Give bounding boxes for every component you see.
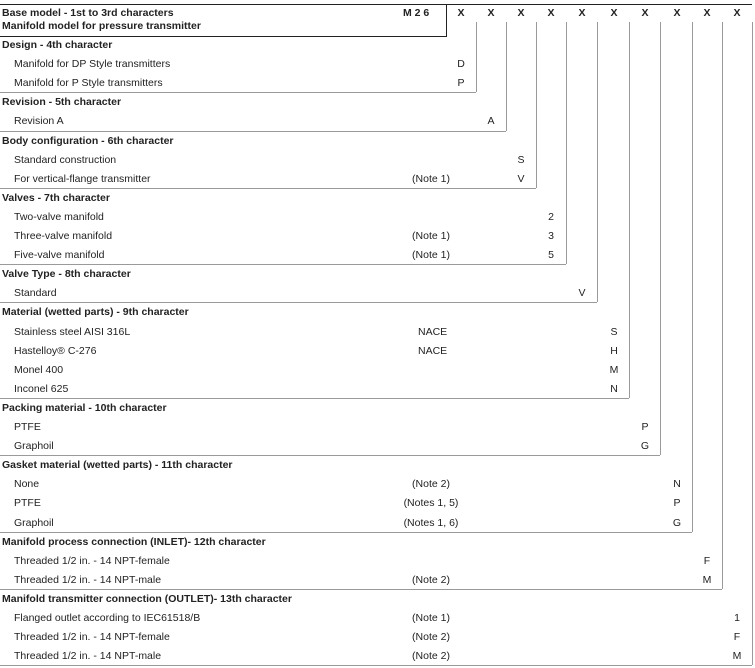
option-note: (Note 1) [412,612,450,624]
option-label: Graphoil [14,440,54,453]
option-code: G [640,440,650,453]
header-column-code: X [547,7,555,19]
nace-note: NACE [418,344,448,357]
option-code: D [457,58,465,71]
header-title-line2: Manifold model for pressure transmitter [2,20,201,32]
option-code: M [609,363,619,376]
section-column-rule [629,22,630,398]
section-column-rule [476,22,477,92]
option-label: Hastelloy® C-276 [14,344,97,357]
section-bottom-rule [0,589,722,590]
section-bottom-rule [0,398,629,399]
section-bottom-rule [0,92,476,93]
section-column-rule [660,22,661,455]
section-bottom-rule [0,302,597,303]
option-code: N [673,478,681,491]
option-code: S [517,153,525,166]
option-label: Threaded 1/2 in. - 14 NPT-male [14,573,162,586]
header-column-code: X [457,7,465,19]
option-label: Stainless steel AISI 316L [14,325,131,338]
section-title: Packing material - 10th character [2,401,167,414]
option-code: 3 [548,230,554,242]
header-title-line1: Base model - 1st to 3rd characters [2,7,174,19]
section-bottom-rule [0,455,660,456]
section-title: Gasket material (wetted parts) - 11th character [2,459,233,472]
section-column-rule [692,22,693,532]
option-note: (Note 2) [412,573,450,586]
section-title: Material (wetted parts) - 9th character [2,306,189,319]
section-title: Valve Type - 8th character [2,268,131,281]
option-label: For vertical-flange transmitter [14,172,151,185]
option-label: Threaded 1/2 in. - 14 NPT-female [14,631,170,644]
option-label: Manifold for DP Style transmitters [14,58,171,71]
option-code: H [610,344,618,357]
option-code: S [610,325,618,338]
option-note: (Note 2) [412,650,450,663]
option-code: F [733,631,741,644]
header-top-rule [0,4,752,5]
option-note: (Notes 1, 6) [403,516,459,529]
section-bottom-rule [0,665,752,666]
option-label: Threaded 1/2 in. - 14 NPT-female [14,554,170,567]
header-column-code: X [673,7,681,19]
header-column-code: X [641,7,649,19]
header-column-code: X [517,7,525,19]
section-bottom-rule [0,264,566,265]
option-note: (Note 2) [412,478,450,491]
header-column-code: X [733,7,741,19]
header-column-code: X [703,7,711,19]
header-box-right [446,4,447,37]
option-note: (Note 2) [412,631,450,644]
option-code: M [732,650,742,663]
option-label: Five-valve manifold [14,249,105,262]
option-label: PTFE [14,497,41,510]
header-box-bottom [0,36,447,37]
section-title: Design - 4th character [2,39,113,51]
header-column-code: X [610,7,618,19]
option-label: Three-valve manifold [14,230,113,242]
option-code: V [517,172,525,185]
section-column-rule [506,22,507,131]
nace-note: NACE [418,325,448,338]
option-label: Threaded 1/2 in. - 14 NPT-male [14,650,162,663]
section-bottom-rule [0,188,536,189]
option-label: Inconel 625 [14,382,69,395]
option-label: Graphoil [14,516,54,529]
option-label: Standard construction [14,153,117,166]
option-code: N [610,382,618,395]
option-code: 2 [548,210,554,223]
section-column-rule [597,22,598,302]
section-title: Revision - 5th character [2,96,122,109]
option-label: Standard [14,287,57,300]
option-code: P [673,497,681,510]
option-label: Revision A [14,115,64,128]
option-label: Flanged outlet according to IEC61518/B [14,612,201,624]
option-note: (Note 1) [412,249,450,262]
option-code: P [457,77,465,90]
option-code: A [487,115,495,128]
section-title: Valves - 7th character [2,191,110,204]
option-note: (Note 1) [412,230,450,242]
header-column-code: X [578,7,586,19]
section-column-rule [566,22,567,264]
option-code: F [703,554,711,567]
option-label: PTFE [14,421,41,433]
option-code: V [578,287,586,300]
section-column-rule [536,22,537,188]
option-label: Monel 400 [14,363,64,376]
section-bottom-rule [0,532,692,533]
section-title: Manifold process connection (INLET)- 12th character [2,535,266,548]
option-code: 1 [734,612,740,624]
section-bottom-rule [0,131,506,132]
option-label: Two-valve manifold [14,210,104,223]
section-column-rule [752,22,753,665]
section-title: Manifold transmitter connection (OUTLET)- 13th character [2,592,292,605]
section-title: Body configuration - 6th character [2,134,174,147]
option-label: Manifold for P Style transmitters [14,77,163,90]
option-note: (Notes 1, 5) [403,497,459,510]
option-code: M [702,573,712,586]
option-label: None [14,478,40,491]
option-code: P [641,421,649,433]
option-code: 5 [548,249,554,262]
section-column-rule [722,22,723,589]
option-note: (Note 1) [412,172,450,185]
header-column-code: X [487,7,495,19]
header-model-code: M 2 6 [403,7,430,19]
option-code: G [672,516,682,529]
